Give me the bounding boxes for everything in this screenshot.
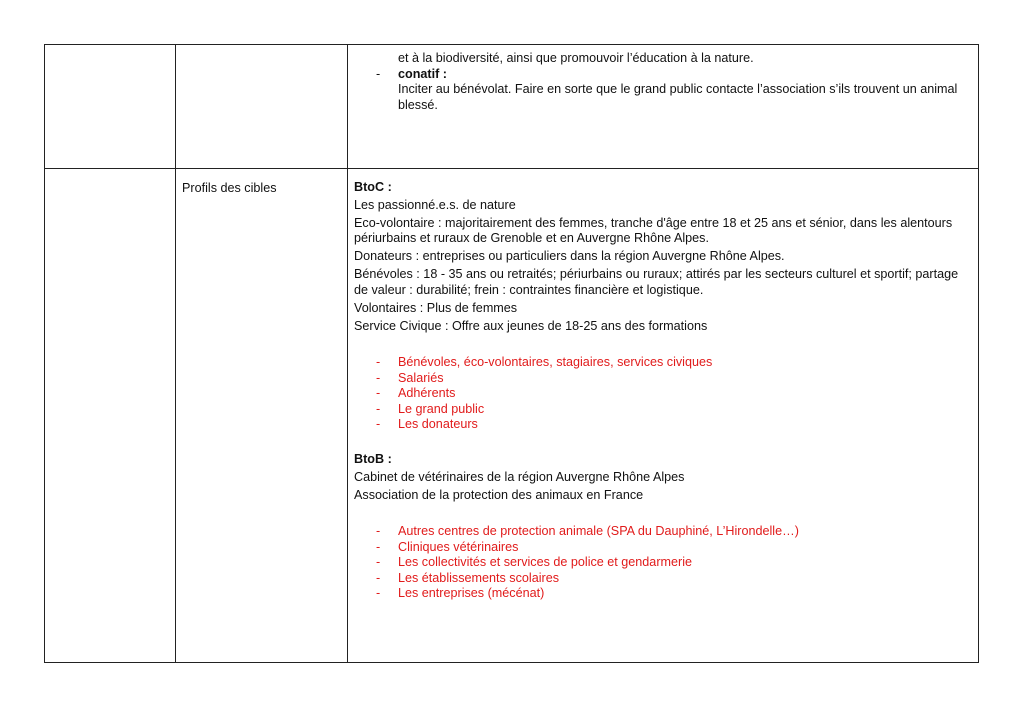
- btoc-paragraph: Bénévoles : 18 - 35 ans ou retraités; périurbains ou ruraux; attirés par les secteurs culturel et sportif; partage de valeur : durabilité; frein : contraintes financière et logistique.: [354, 267, 959, 297]
- list-item-text: Les donateurs: [398, 417, 478, 432]
- list-item: [354, 586, 972, 602]
- btoc-heading: BtoC :: [354, 180, 392, 194]
- btoc-target-list: [354, 355, 972, 433]
- document-table: [44, 44, 979, 663]
- btoc-paragraph: Donateurs : entreprises ou particuliers dans la région Auvergne Rhône Alpes.: [354, 249, 785, 264]
- list-item-text: Cliniques vétérinaires: [398, 539, 519, 554]
- btoc-paragraph: Service Civique : Offre aux jeunes de 18-25 ans des formations: [354, 318, 708, 333]
- list-item-text: Les entreprises (mécénat): [398, 586, 545, 601]
- conatif-item: [354, 67, 962, 83]
- continuation-text: et à la biodiversité, ainsi que promouvoir l’éducation à la nature.: [398, 51, 754, 65]
- list-item: [354, 371, 972, 387]
- dash-bullet: -: [376, 355, 381, 370]
- list-item-text: Autres centres de protection animale (SPA du Dauphiné, L’Hirondelle…): [398, 524, 799, 539]
- btob-target-list: [354, 524, 972, 602]
- row-label: Profils des cibles: [182, 181, 277, 195]
- list-item-text: Les collectivités et services de police et gendarmerie: [398, 555, 692, 570]
- dash-bullet: -: [376, 539, 381, 554]
- conatif-text: Inciter au bénévolat. Faire en sorte que le grand public contacte l’association s’ils trouvent un animal blessé.: [398, 82, 958, 112]
- list-item-text: Les établissements scolaires: [398, 570, 559, 585]
- list-item: [354, 555, 972, 571]
- btob-paragraph: Cabinet de vétérinaires de la région Auvergne Rhône Alpes: [354, 469, 685, 484]
- label-cell: [176, 169, 348, 663]
- list-item: [354, 524, 972, 540]
- list-item: [354, 386, 972, 402]
- dash-bullet: -: [376, 401, 381, 416]
- dash-bullet: -: [376, 417, 381, 432]
- btoc-paragraph: Eco-volontaire : majoritairement des femmes, tranche d'âge entre 18 et 25 ans et sénior, dans les alentours périurbains et ruraux de Grenoble et en Auvergne Rhône Alpes.: [354, 216, 953, 246]
- table-row: [45, 169, 979, 663]
- targets-cell: [348, 169, 979, 663]
- dash-bullet: -: [376, 370, 381, 385]
- list-item-text: Salariés: [398, 370, 444, 385]
- empty-cell: [176, 45, 348, 169]
- empty-cell: [45, 45, 176, 169]
- list-item: [354, 355, 972, 371]
- dash-bullet: -: [376, 586, 381, 601]
- list-item: [354, 417, 972, 433]
- dash-bullet: -: [376, 555, 381, 570]
- btob-paragraph: Association de la protection des animaux en France: [354, 487, 644, 502]
- list-item: [354, 571, 972, 587]
- list-item-text: Adhérents: [398, 386, 456, 401]
- dash-bullet: -: [376, 524, 381, 539]
- table-row: [45, 45, 979, 169]
- list-item-text: Bénévoles, éco-volontaires, stagiaires, services civiques: [398, 355, 713, 370]
- btoc-paragraph: Volontaires : Plus de femmes: [354, 300, 518, 315]
- list-item-text: Le grand public: [398, 401, 485, 416]
- list-item: [354, 540, 972, 556]
- btob-heading: BtoB :: [354, 451, 392, 466]
- objectives-cell: [348, 45, 979, 169]
- conatif-label: conatif :: [398, 66, 447, 81]
- empty-cell: [45, 169, 176, 663]
- dash-bullet: -: [376, 386, 381, 401]
- btoc-paragraph: Les passionné.e.s. de nature: [354, 198, 516, 212]
- list-item: [354, 402, 972, 418]
- dash-bullet: -: [376, 570, 381, 585]
- dash-bullet: -: [376, 66, 381, 81]
